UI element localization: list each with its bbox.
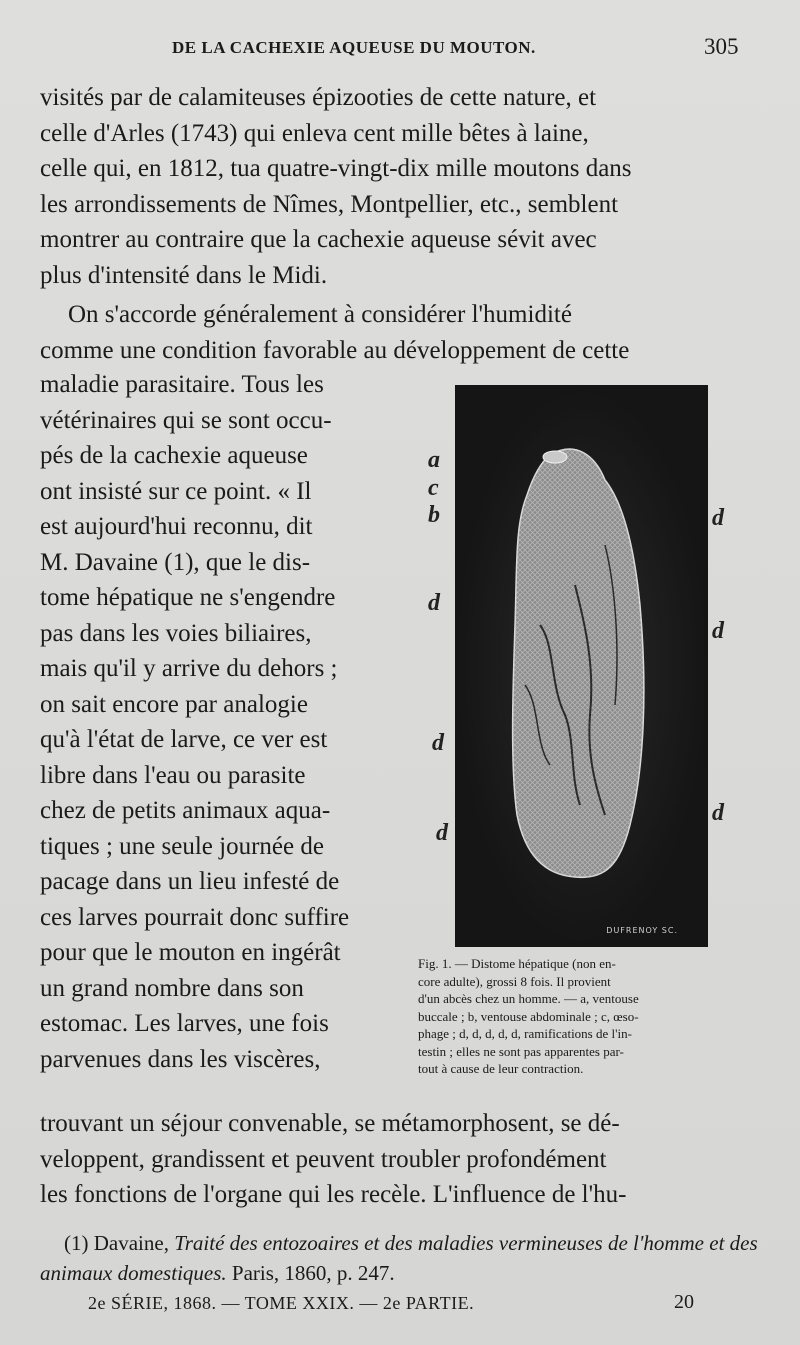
label-d: d xyxy=(432,730,444,756)
text-line: parvenues dans les viscères, xyxy=(40,1045,321,1073)
caption-line: d'un abcès chez un homme. — a, ventouse xyxy=(418,991,639,1006)
footnote xyxy=(40,1228,760,1288)
label-d: d xyxy=(712,800,724,826)
label-b: b xyxy=(428,502,440,528)
text-line: vétérinaires qui se sont occu- xyxy=(40,406,332,434)
paragraph-top xyxy=(40,80,752,368)
distome-illustration xyxy=(455,385,708,947)
text-line: pacage dans un lieu infesté de xyxy=(40,868,340,895)
engraver-signature: DUFRENOY SC. xyxy=(606,926,678,935)
text-line: tome hépatique ne s'engendre xyxy=(40,584,336,611)
text-line: pas dans les voies biliaires, xyxy=(40,619,312,647)
footnote-marker: (1) Davaine, xyxy=(64,1231,169,1255)
text-line: les fonctions de l'organe qui les recèle. L'influence de l'hu- xyxy=(40,1181,627,1208)
text-line: un grand nombre dans son xyxy=(40,974,304,1002)
series-info: 2e SÉRIE, 1868. — TOME XXIX. — 2e PARTIE. xyxy=(88,1293,475,1313)
signature-number: 20 xyxy=(674,1291,694,1313)
caption-line: phage ; d, d, d, d, d, ramifications de l'in- xyxy=(418,1026,632,1041)
text-line: trouvant un séjour convenable, se métamorphosent, se dé- xyxy=(40,1110,620,1137)
text-line: qu'à l'état de larve, ce ver est xyxy=(40,726,328,753)
text-line: ces larves pourrait donc suffire xyxy=(40,903,350,931)
text-line: pour que le mouton en ingérât xyxy=(40,939,341,966)
footnote-title: Traité des entozoaires et des maladies vermineuses de l'homme et des animaux domestiques. xyxy=(40,1231,758,1285)
text-line: on sait encore par analogie xyxy=(40,690,308,718)
text-line: celle d'Arles (1743) qui enleva cent mille bêtes à laine, xyxy=(40,119,589,147)
caption-line: core adulte), grossi 8 fois. Il provient xyxy=(418,973,611,989)
text-line: pés de la cachexie aqueuse xyxy=(40,442,308,469)
caption-line: buccale ; b, ventouse abdominale ; c, œso- xyxy=(418,1008,639,1024)
text-line: celle qui, en 1812, tua quatre-vingt-dix mille moutons dans xyxy=(40,155,632,182)
label-d: d xyxy=(436,820,448,846)
caption-line: tout à cause de leur contraction. xyxy=(418,1061,584,1076)
fluke-drawing xyxy=(455,385,708,947)
text-line: M. Davaine (1), que le dis- xyxy=(40,548,311,576)
running-title: DE LA CACHEXIE AQUEUSE DU MOUTON. xyxy=(172,38,536,57)
paragraph-bottom xyxy=(40,1106,752,1213)
text-line: estomac. Les larves, une fois xyxy=(40,1010,329,1037)
text-line: maladie parasitaire. Tous les xyxy=(40,371,324,398)
label-d: d xyxy=(712,618,724,644)
footnote-publication: Paris, 1860, p. 247. xyxy=(231,1261,395,1285)
caption-line: Fig. 1. — Distome hépatique (non en- xyxy=(418,956,616,971)
label-c: c xyxy=(428,475,439,501)
figure-caption xyxy=(418,955,764,1078)
text-line: visités par de calamiteuses épizooties de cette nature, et xyxy=(40,84,597,111)
text-line: est aujourd'hui reconnu, dit xyxy=(40,513,313,540)
text-line: les arrondissements de Nîmes, Montpellier, etc., semblent xyxy=(40,190,619,218)
caption-line: testin ; elles ne sont pas apparentes par- xyxy=(418,1043,624,1059)
text-line: veloppent, grandissent et peuvent troubler profondément xyxy=(40,1145,607,1173)
text-line: comme une condition favorable au développement de cette xyxy=(40,336,630,364)
paragraph-left-column xyxy=(40,367,402,1077)
label-d: d xyxy=(428,590,440,616)
text-line: chez de petits animaux aqua- xyxy=(40,797,331,824)
text-line: On s'accorde généralement à considérer l'humidité xyxy=(68,301,572,328)
text-line: ont insisté sur ce point. « Il xyxy=(40,477,312,505)
text-line: montrer au contraire que la cachexie aqueuse sévit avec xyxy=(40,226,597,253)
text-line: plus d'intensité dans le Midi. xyxy=(40,261,328,289)
text-line: mais qu'il y arrive du dehors ; xyxy=(40,655,338,682)
page-header xyxy=(0,36,800,66)
page-number: 305 xyxy=(704,34,739,59)
text-line: libre dans l'eau ou parasite xyxy=(40,761,306,789)
label-a: a xyxy=(428,447,440,473)
text-line: tiques ; une seule journée de xyxy=(40,832,324,860)
label-d: d xyxy=(712,505,724,531)
